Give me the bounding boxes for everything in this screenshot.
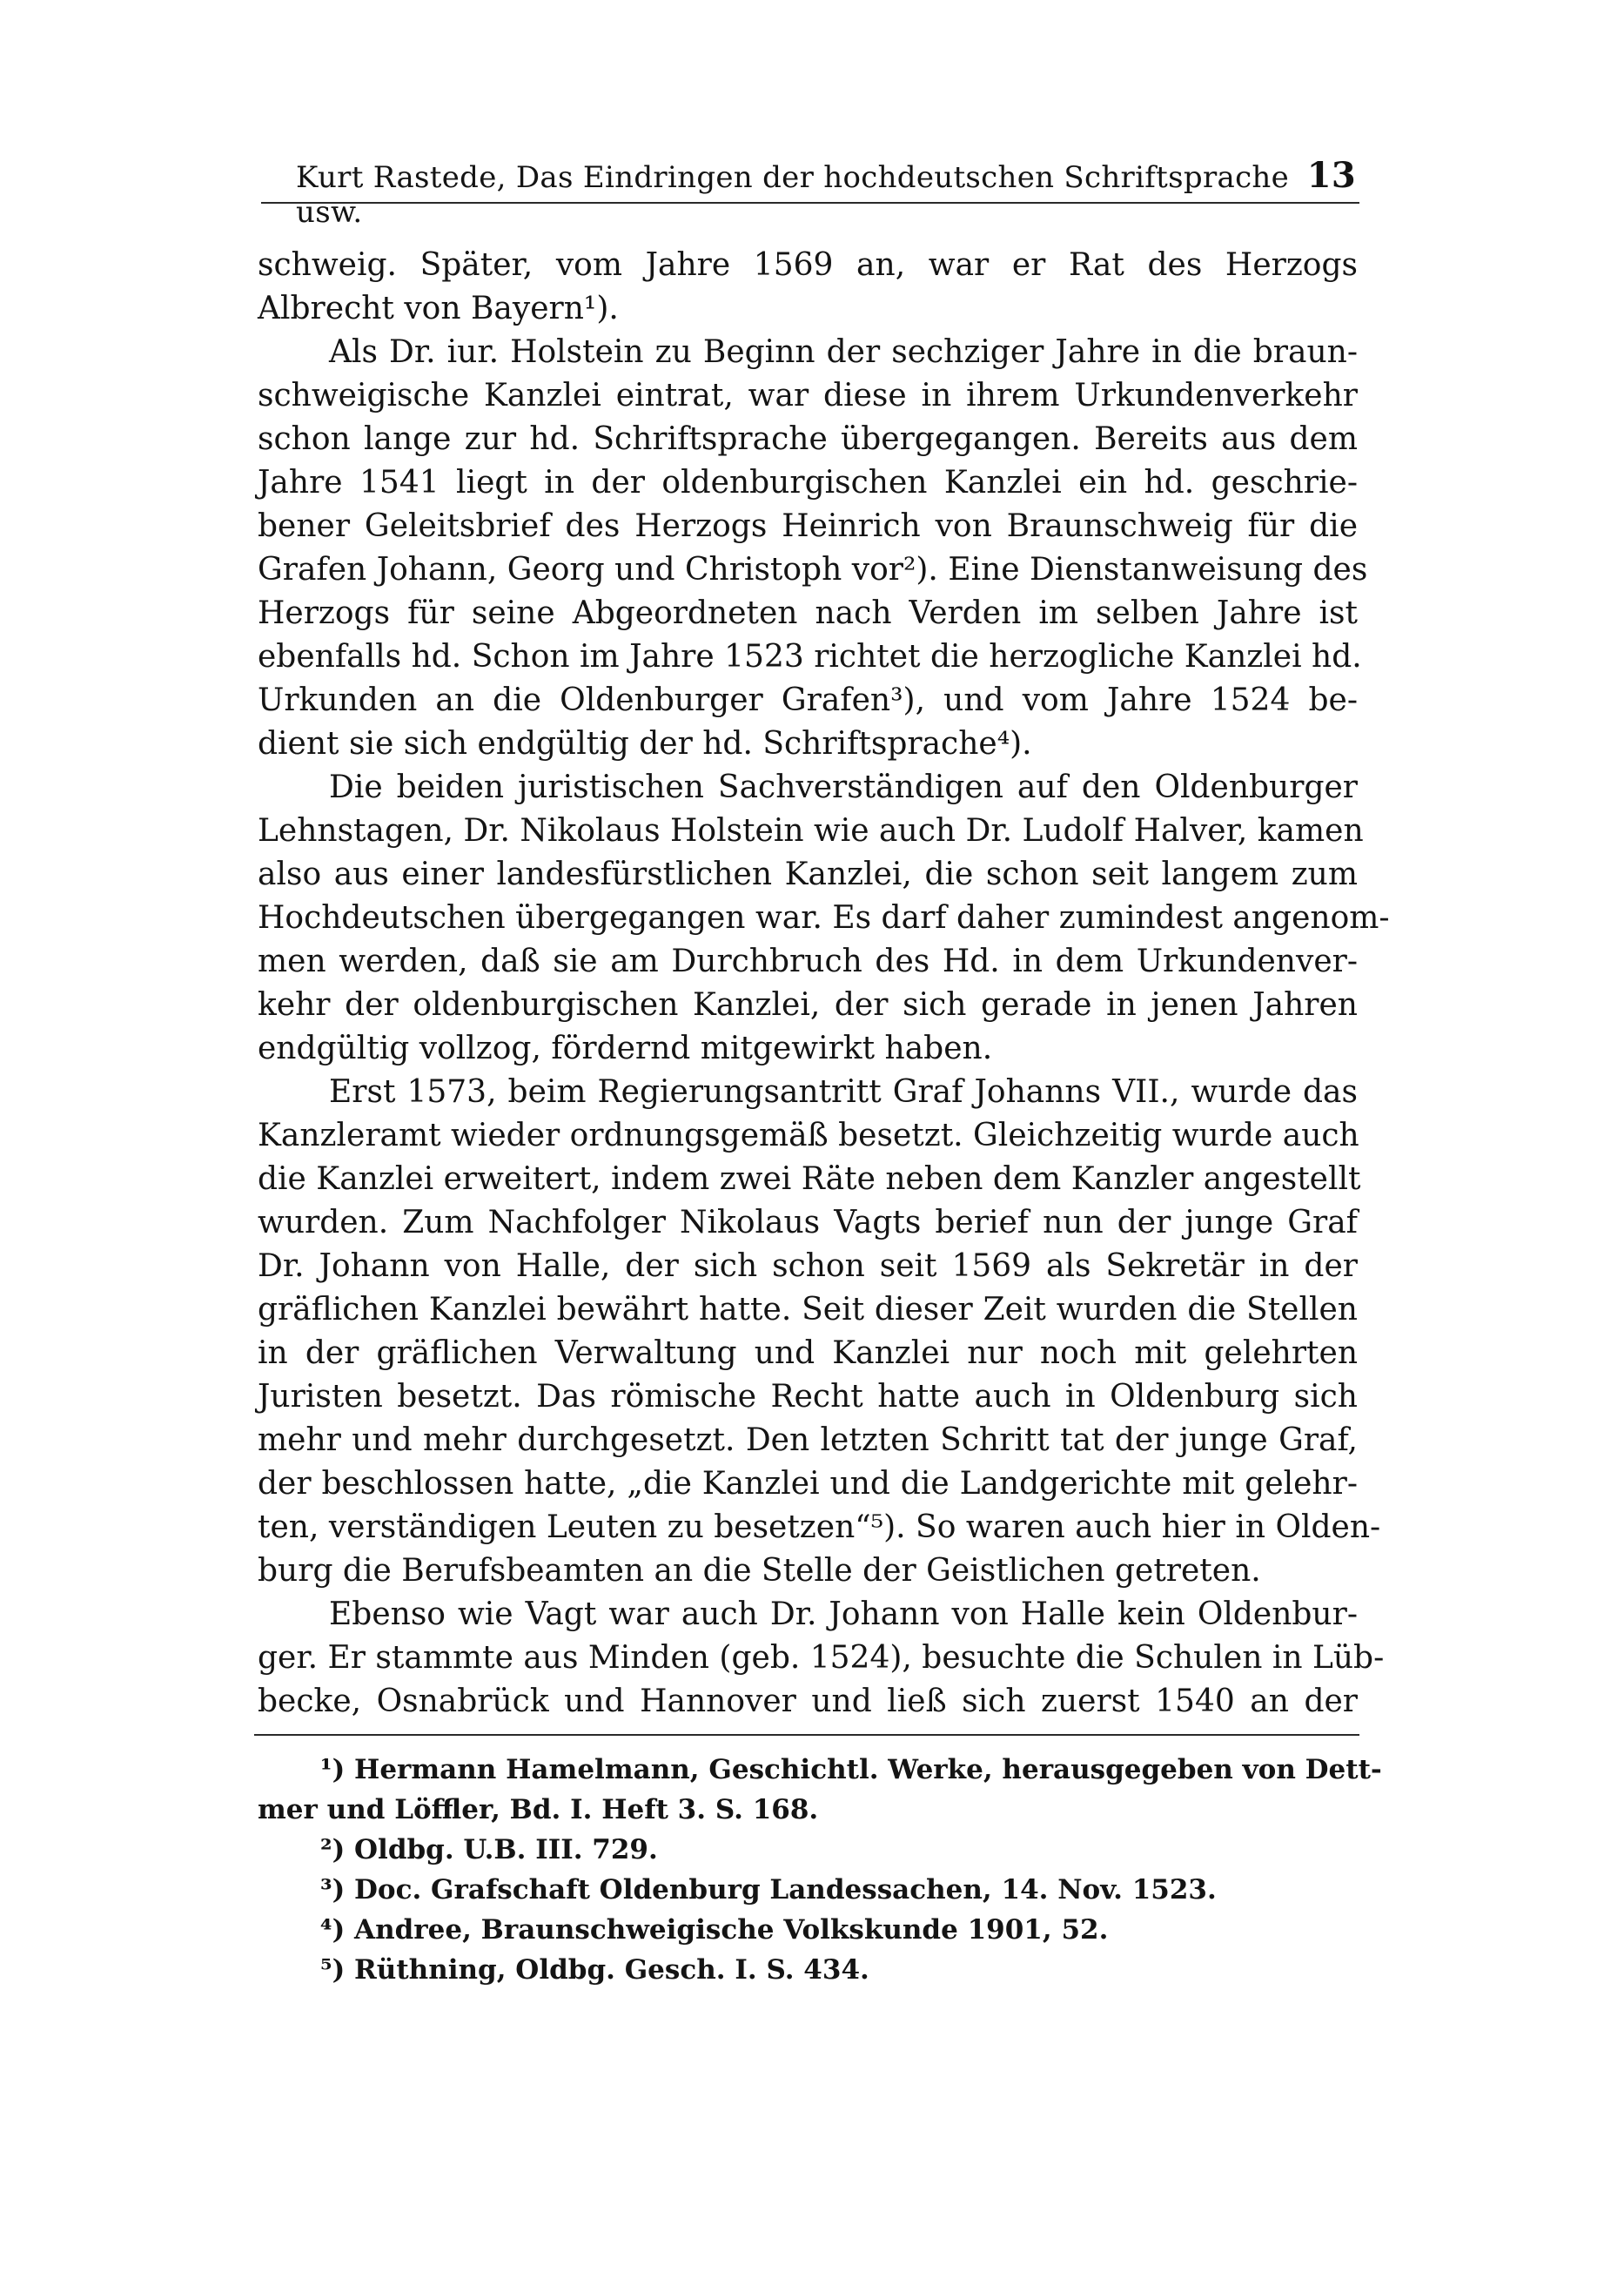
running-title: Kurt Rastede, Das Eindringen der hochdeutschen Schriftsprache usw.: [296, 160, 1290, 230]
text-line: ten, verständigen Leuten zu besetzen“⁵). So waren auch hier in Olden-: [258, 1509, 1381, 1545]
text-line: schweigische Kanzlei eintrat, war diese in ihrem Urkundenverkehr: [258, 378, 1358, 413]
text-line: Hochdeutschen übergegangen war. Es darf daher zumindest angenom-: [258, 900, 1390, 936]
text-line: Albrecht von Bayern¹).: [258, 291, 619, 326]
footnote-line: ¹) Hermann Hamelmann, Geschichtl. Werke, herausgegeben von Dett-: [320, 1754, 1382, 1785]
text-line: ger. Er stammte aus Minden (geb. 1524), besuchte die Schulen in Lüb-: [258, 1640, 1385, 1676]
text-line: der beschlossen hatte, „die Kanzlei und die Landgerichte mit gelehr-: [258, 1466, 1358, 1502]
text-line: Lehnstagen, Dr. Nikolaus Holstein wie auch Dr. Ludolf Halver, kamen: [258, 813, 1364, 849]
text-line: Grafen Johann, Georg und Christoph vor²). Eine Dienstanweisung des: [258, 552, 1368, 588]
text-line: also aus einer landesfürstlichen Kanzlei, die schon seit langem zum: [258, 857, 1358, 892]
footnote-line: ⁴) Andree, Braunschweigische Volkskunde 1901, 52.: [320, 1914, 1109, 1946]
footnote-line: mer und Löffler, Bd. I. Heft 3. S. 168.: [258, 1794, 819, 1825]
text-line: men werden, daß sie am Durchbruch des Hd. in dem Urkundenver-: [258, 944, 1358, 979]
footnote-line: ⁵) Rüthning, Oldbg. Gesch. I. S. 434.: [320, 1954, 869, 1986]
text-line: Kanzleramt wieder ordnungsgemäß besetzt. Gleichzeitig wurde auch: [258, 1118, 1359, 1153]
text-line: mehr und mehr durchgesetzt. Den letzten Schritt tat der junge Graf,: [258, 1422, 1358, 1458]
text-line: Als Dr. iur. Holstein zu Beginn der sechziger Jahre in die braun-: [329, 334, 1358, 370]
footnote-line: ³) Doc. Grafschaft Oldenburg Landessachen, 14. Nov. 1523.: [320, 1874, 1217, 1906]
text-line: die Kanzlei erweitert, indem zwei Räte neben dem Kanzler angestellt: [258, 1161, 1361, 1197]
text-line: burg die Berufsbeamten an die Stelle der Geistlichen getreten.: [258, 1553, 1261, 1589]
footnote-rule: [254, 1734, 1359, 1736]
text-line: endgültig vollzog, fördernd mitgewirkt haben.: [258, 1031, 993, 1066]
text-line: dient sie sich endgültig der hd. Schriftsprache⁴).: [258, 726, 1032, 762]
text-line: in der gräflichen Verwaltung und Kanzlei nur noch mit gelehrten: [258, 1335, 1358, 1371]
text-line: kehr der oldenburgischen Kanzlei, der sich gerade in jenen Jahren: [258, 987, 1358, 1023]
text-line: Juristen besetzt. Das römische Recht hatte auch in Oldenburg sich: [258, 1379, 1358, 1415]
text-line: Jahre 1541 liegt in der oldenburgischen Kanzlei ein hd. geschrie-: [258, 465, 1358, 501]
text-line: ebenfalls hd. Schon im Jahre 1523 richtet die herzogliche Kanzlei hd.: [258, 639, 1362, 675]
page-number: 13: [1306, 155, 1356, 196]
text-line: schon lange zur hd. Schriftsprache übergegangen. Bereits aus dem: [258, 421, 1358, 457]
text-line: Die beiden juristischen Sachverständigen auf den Oldenburger: [329, 770, 1358, 805]
text-line: wurden. Zum Nachfolger Nikolaus Vagts berief nun der junge Graf: [258, 1205, 1358, 1240]
footnote-line: ²) Oldbg. U.B. III. 729.: [320, 1834, 658, 1865]
body-text: [258, 244, 1390, 1724]
text-line: Ebenso wie Vagt war auch Dr. Johann von Halle kein Oldenbur-: [329, 1596, 1358, 1632]
text-line: Herzogs für seine Abgeordneten nach Verden im selben Jahre ist: [258, 595, 1358, 631]
header-rule: [261, 202, 1359, 204]
text-line: Dr. Johann von Halle, der sich schon seit 1569 als Sekretär in der: [258, 1248, 1358, 1284]
text-line: Erst 1573, beim Regierungsantritt Graf Johanns VII., wurde das: [329, 1074, 1358, 1110]
running-header: [296, 155, 1356, 230]
footnotes: [258, 1750, 1382, 1990]
text-line: bener Geleitsbrief des Herzogs Heinrich von Braunschweig für die: [258, 508, 1358, 544]
text-line: becke, Osnabrück und Hannover und ließ sich zuerst 1540 an der: [258, 1684, 1358, 1719]
text-line: Urkunden an die Oldenburger Grafen³), und vom Jahre 1524 be-: [258, 682, 1358, 718]
text-line: gräflichen Kanzlei bewährt hatte. Seit dieser Zeit wurden die Stellen: [258, 1292, 1358, 1327]
text-line: schweig. Später, vom Jahre 1569 an, war er Rat des Herzogs: [258, 247, 1358, 283]
